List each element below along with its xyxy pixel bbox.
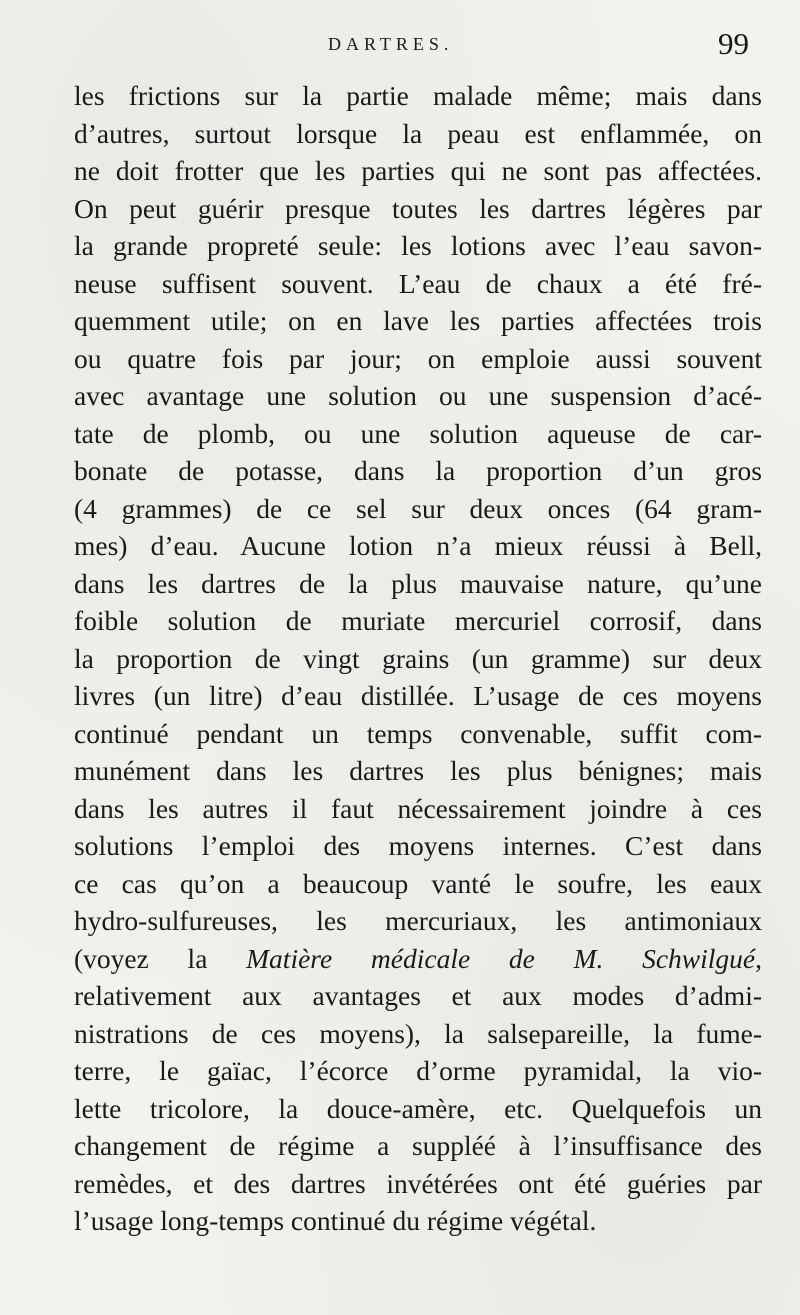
text-line: la proportion de vingt grains (un gramme) sur deux xyxy=(74,642,762,674)
text-line: relativement aux avantages et aux modes d’admi- xyxy=(74,980,762,1011)
page-header xyxy=(0,26,800,66)
text-line: avec avantage une solution ou une suspension d’acé- xyxy=(74,380,762,411)
page-number: 99 xyxy=(718,26,749,61)
text-line: foible solution de muriate mercuriel corrosif, dans xyxy=(74,605,762,636)
text-line: lette tricolore, la douce-amère, etc. Quelquefois un xyxy=(74,1092,762,1124)
text-segment: , xyxy=(755,942,763,974)
show-through-bottom xyxy=(0,1253,800,1285)
text-line: quemment utile; on en lave les parties affectées trois xyxy=(74,305,762,336)
text-line: bonate de potasse, dans la proportion d’un gros xyxy=(74,455,762,486)
text-line: l’usage long-temps continué du régime végétal. xyxy=(74,1205,597,1236)
text-line: tate de plomb, ou une solution aqueuse de car- xyxy=(74,417,762,449)
text-line: ce cas qu’on a beaucoup vanté le soufre, les eaux xyxy=(74,867,762,899)
text-line: mes) d’eau. Aucune lotion n’a mieux réussi à Bell, xyxy=(74,530,762,561)
text-line: les frictions sur la partie malade même; mais dans xyxy=(74,80,762,111)
text-line: On peut guérir presque toutes les dartres légères par xyxy=(74,192,762,224)
text-line: remèdes, et des dartres invétérées ont été guéries par xyxy=(74,1167,762,1199)
italic-citation: Matière médicale de M. Schwilgué xyxy=(246,942,756,974)
text-line: munément dans les dartres les plus bénignes; mais xyxy=(74,755,762,786)
text-line: livres (un litre) d’eau distillée. L’usage de ces moyens xyxy=(74,680,762,711)
text-line: solutions l’emploi des moyens internes. C’est dans xyxy=(74,830,762,861)
text-line: d’autres, surtout lorsque la peau est enflammée, on xyxy=(74,117,762,149)
text-line: (4 grammes) de ce sel sur deux onces (64 gram- xyxy=(74,492,762,524)
text-line xyxy=(74,940,762,978)
running-head: DARTRES. xyxy=(328,34,454,54)
text-line: hydro-sulfureuses, les mercuriaux, les antimoniaux xyxy=(74,905,762,936)
text-line: terre, le gaïac, l’écorce d’orme pyramidal, la vio- xyxy=(74,1055,762,1086)
text-line: dans les autres il faut nécessairement joindre à ces xyxy=(74,792,762,824)
text-line: continué pendant un temps convenable, suffit com- xyxy=(74,717,762,749)
text-line: nistrations de ces moyens), la salsepareille, la fume- xyxy=(74,1017,762,1049)
text-line: la grande propreté seule: les lotions avec l’eau savon- xyxy=(74,230,762,261)
text-line: ne doit frotter que les parties qui ne sont pas affectées. xyxy=(74,155,762,186)
text-line: changement de régime a suppléé à l’insuffisance des xyxy=(74,1130,762,1161)
text-segment: (voyez la xyxy=(74,942,247,974)
body-text xyxy=(74,77,762,1240)
text-line: ou quatre fois par jour; on emploie aussi souvent xyxy=(74,342,762,374)
text-line: neuse suffisent souvent. L’eau de chaux a été fré- xyxy=(74,267,762,299)
text-line: dans les dartres de la plus mauvaise nature, qu’une xyxy=(74,567,762,599)
